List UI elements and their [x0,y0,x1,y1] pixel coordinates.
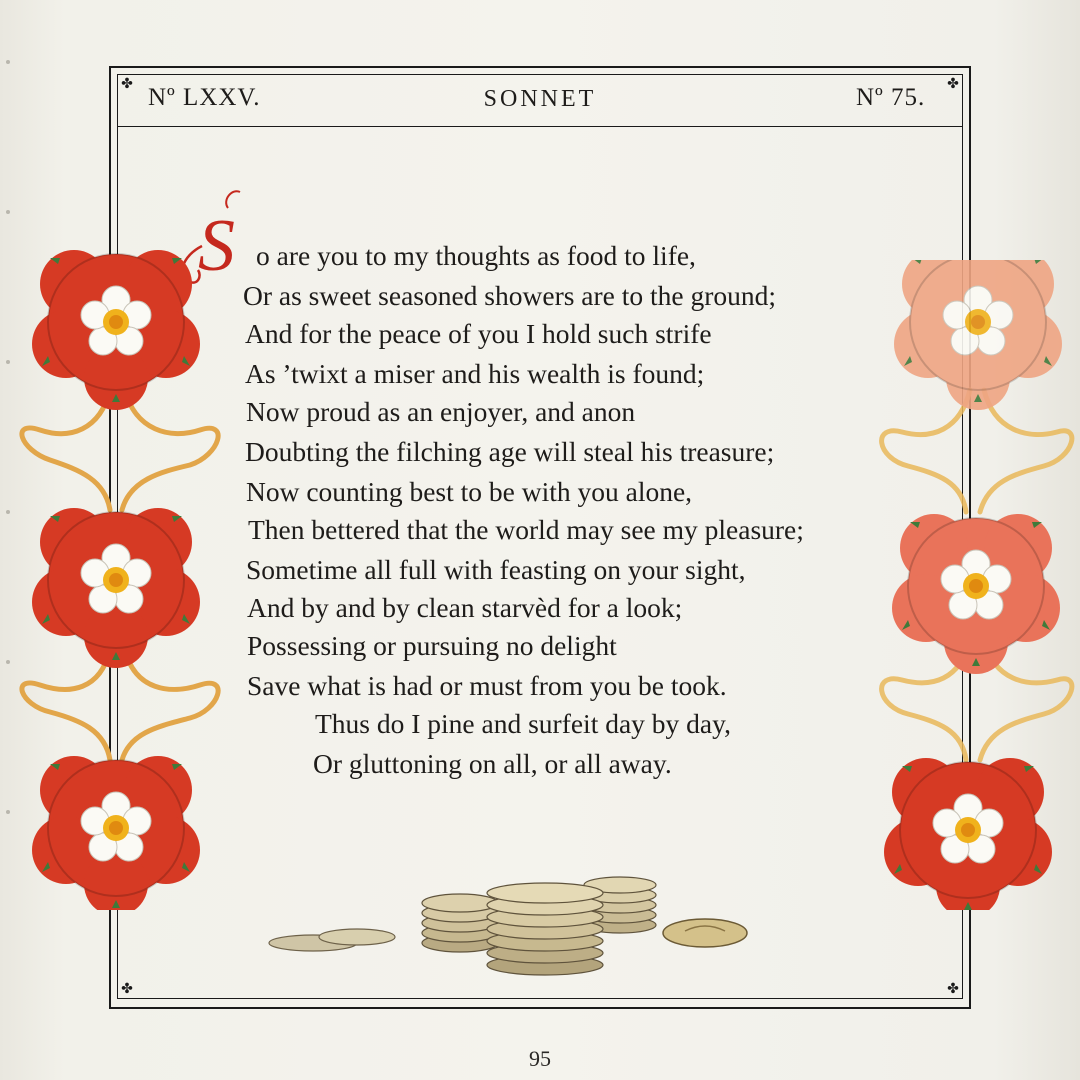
left-rose-border [10,240,235,910]
poem-line: Doubting the filching age will steal his treasure; [245,436,775,467]
poem-line: And by and by clean starvèd for a look; [247,592,683,623]
poem-line: o are you to my thoughts as food to life, [256,240,696,271]
poem-line: Or as sweet seasoned showers are to the ground; [243,280,777,311]
poem-line: As ’twixt a miser and his wealth is found; [245,358,705,389]
poem-line: Sometime all full with feasting on your sight, [246,554,746,585]
poem-line: Or gluttoning on all, or all away. [313,748,672,779]
header-divider [117,126,963,127]
sonnet-roman-number: Nº LXXV. [148,84,261,111]
sonnet-arabic-number: Nº 75. [856,84,926,111]
poem-line: Save what is had or must from you be took. [247,670,727,701]
page-number: 95 [529,1046,551,1071]
corner-ornament-icon: ✤ [121,981,133,997]
poem-line: Now proud as an enjoyer, and anon [246,396,636,427]
corner-ornament-icon: ✤ [947,76,959,92]
poem-line: Then bettered that the world may see my pleasure; [248,514,804,545]
corner-ornament-icon: ✤ [947,981,959,997]
right-rose-border [862,260,1080,910]
corner-ornament-icon: ✤ [121,76,133,92]
poem-line: Now counting best to be with you alone, [246,476,693,507]
poem-line: Thus do I pine and surfeit day by day, [315,708,731,739]
coins-illustration [265,865,755,985]
page-title: SONNET [483,86,597,112]
poem-line: Possessing or pursuing no delight [247,630,617,661]
drop-cap-letter: S [198,205,235,287]
poem-line: And for the peace of you I hold such strife [245,318,712,349]
